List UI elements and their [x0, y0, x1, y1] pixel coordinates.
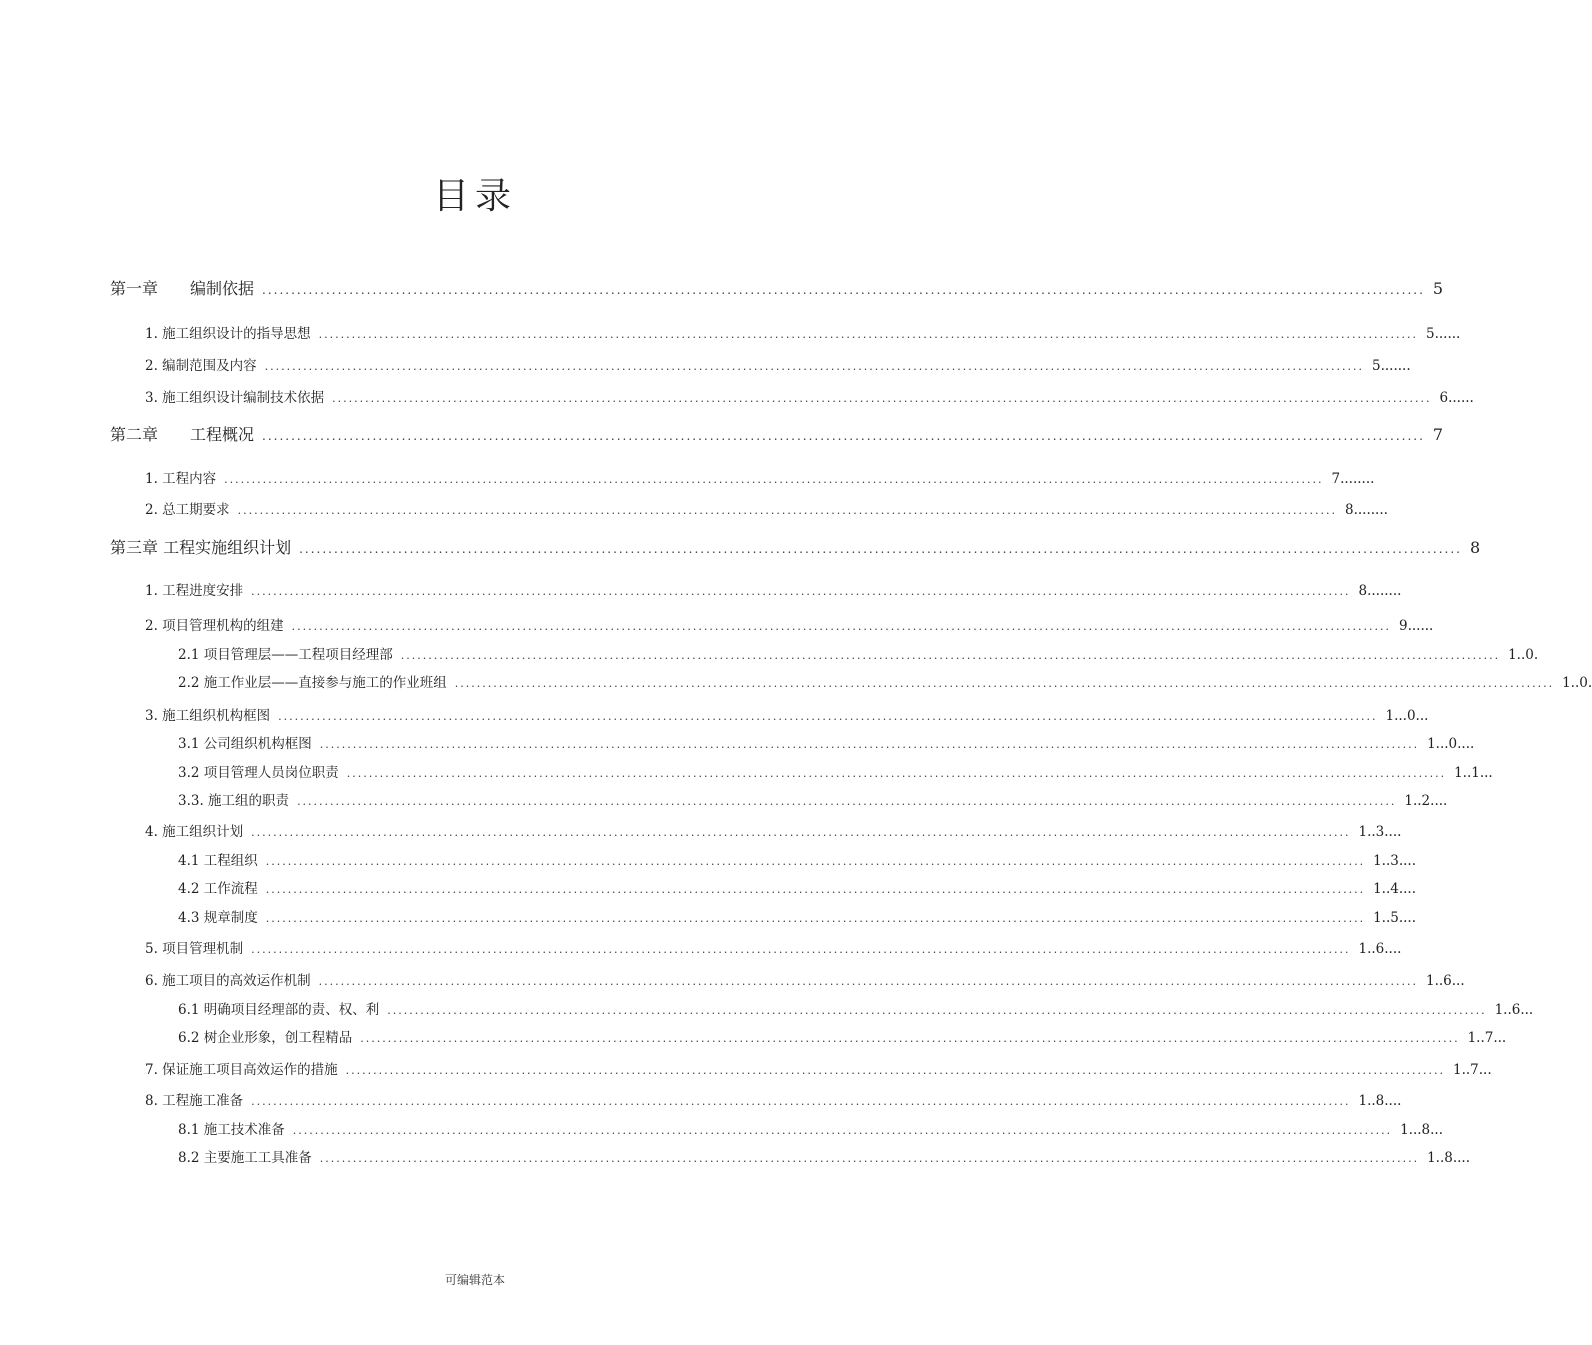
toc-entry[interactable]	[178, 1146, 1471, 1166]
toc-entry-label: 5. 项目管理机制	[145, 941, 244, 957]
toc-dot-leader: ........................................................................................................................................................................................................	[318, 975, 1418, 988]
toc-entry-label: 4. 施工组织计划	[145, 824, 244, 840]
toc-entry-label: 1. 工程进度安排	[145, 583, 244, 599]
toc-entry-page: 1..6...	[1494, 1002, 1534, 1018]
toc-entry[interactable]	[178, 998, 1534, 1018]
toc-entry-page: 8........	[1358, 583, 1402, 599]
toc-dot-leader: ........................................................................................................................................................................................................	[265, 883, 1366, 896]
toc-entry-label: 第一章 编制依据	[110, 279, 255, 298]
toc-entry[interactable]	[145, 498, 1388, 518]
toc-entry-page: 5.......	[1372, 358, 1411, 374]
toc-entry-label: 3.3. 施工组的职责	[178, 793, 290, 809]
toc-entry[interactable]	[145, 1089, 1402, 1109]
toc-entry-page: 1..7...	[1453, 1062, 1492, 1078]
toc-entry[interactable]	[145, 386, 1474, 406]
toc-dot-leader: ........................................................................................................................................................................................................	[319, 1152, 1420, 1165]
toc-entry-page: 1..4....	[1373, 881, 1417, 897]
toc-entry-page: 1...0....	[1427, 736, 1475, 752]
toc-dot-leader: ........................................................................................................................................................................................................	[400, 649, 1501, 662]
toc-dot-leader: ........................................................................................................................................................................................................	[346, 767, 1447, 780]
toc-entry-page: 6......	[1439, 390, 1474, 406]
toc-entry-label: 第二章 工程概况	[110, 425, 255, 444]
toc-entry-label: 3.2 项目管理人员岗位职责	[178, 765, 339, 781]
toc-dot-leader: ........................................................................................................................................................................................................	[224, 473, 1324, 486]
toc-entry-label: 2. 编制范围及内容	[145, 358, 257, 374]
toc-entry-label: 3.1 公司组织机构框图	[178, 736, 312, 752]
toc-entry-page: 1..8....	[1427, 1150, 1471, 1166]
toc-entry-page: 1..6...	[1426, 973, 1465, 989]
toc-dot-leader: ........................................................................................................................................................................................................	[345, 1064, 1445, 1077]
toc-entry-page: 8	[1469, 538, 1481, 557]
toc-entry-page: 1..0.	[1562, 675, 1592, 691]
toc-dot-leader: ........................................................................................................................................................................................................	[332, 392, 1432, 405]
toc-entry[interactable]	[178, 877, 1417, 897]
toc-dot-leader: ........................................................................................................................................................................................................	[292, 1124, 1393, 1137]
toc-entry-page: 1..5....	[1373, 910, 1417, 926]
toc-entry[interactable]	[178, 1026, 1507, 1046]
toc-entry-label: 8.1 施工技术准备	[178, 1122, 285, 1138]
toc-dot-leader: ........................................................................................................................................................................................................	[387, 1004, 1487, 1017]
toc-dot-leader: ........................................................................................................................................................................................................	[262, 283, 1425, 297]
toc-entry-label: 4.2 工作流程	[178, 881, 258, 897]
toc-entry-label: 2.2 施工作业层——直接参与施工的作业班组	[178, 675, 447, 691]
toc-dot-leader: ........................................................................................................................................................................................................	[251, 585, 1351, 598]
toc-entry-label: 8.2 主要施工工具准备	[178, 1150, 312, 1166]
toc-entry[interactable]	[145, 1058, 1492, 1078]
toc-entry-label: 3. 施工组织机构框图	[145, 708, 271, 724]
toc-entry-label: 6.1 明确项目经理部的责、权、利	[178, 1002, 380, 1018]
toc-entry-label: 4.3 规章制度	[178, 910, 258, 926]
toc-dot-leader: ........................................................................................................................................................................................................	[265, 855, 1366, 868]
toc-entry-label: 2. 项目管理机构的组建	[145, 618, 284, 634]
toc-entry[interactable]	[145, 322, 1461, 342]
toc-entry-label: 7. 保证施工项目高效运作的措施	[145, 1062, 338, 1078]
toc-entry[interactable]	[110, 422, 1444, 445]
toc-entry-page: 7........	[1331, 471, 1375, 487]
toc-entry[interactable]	[178, 849, 1417, 869]
toc-entry-page: 1..3....	[1358, 824, 1402, 840]
toc-entry[interactable]	[110, 535, 1481, 558]
toc-dot-leader: ........................................................................................................................................................................................................	[319, 738, 1420, 751]
toc-dot-leader: ........................................................................................................................................................................................................	[318, 328, 1418, 341]
toc-entry[interactable]	[178, 643, 1539, 663]
toc-dot-leader: ........................................................................................................................................................................................................	[454, 677, 1555, 690]
toc-entry[interactable]	[178, 1118, 1444, 1138]
toc-entry-label: 1. 施工组织设计的指导思想	[145, 326, 311, 342]
toc-entry-page: 1..2....	[1404, 793, 1448, 809]
toc-entry-label: 2.1 项目管理层——工程项目经理部	[178, 647, 393, 663]
toc-entry[interactable]	[178, 732, 1475, 752]
toc-entry[interactable]	[145, 354, 1411, 374]
toc-entry-page: 5......	[1426, 326, 1461, 342]
toc-entry[interactable]	[178, 789, 1448, 809]
toc-entry-label: 6.2 树企业形象，创工程精品	[178, 1030, 353, 1046]
toc-entry-label: 第三章 工程实施组织计划	[110, 538, 292, 557]
toc-entry[interactable]	[145, 704, 1429, 724]
toc-entry-page: 1..6....	[1358, 941, 1402, 957]
toc-entry-page: 5	[1432, 279, 1444, 298]
toc-dot-leader: ........................................................................................................................................................................................................	[251, 1095, 1351, 1108]
toc-dot-leader: ........................................................................................................................................................................................................	[237, 504, 1337, 517]
toc-entry[interactable]	[178, 906, 1417, 926]
toc-entry-page: 8........	[1345, 502, 1388, 518]
toc-dot-leader: ........................................................................................................................................................................................................	[278, 710, 1378, 723]
toc-dot-leader: ........................................................................................................................................................................................................	[264, 360, 1364, 373]
toc-entry-page: 1...0...	[1385, 708, 1429, 724]
toc-dot-leader: ........................................................................................................................................................................................................	[251, 826, 1351, 839]
toc-entry[interactable]	[110, 276, 1444, 299]
toc-entry-label: 6. 施工项目的高效运作机制	[145, 973, 311, 989]
toc-entry[interactable]	[145, 579, 1402, 599]
toc-entry-page: 1..8....	[1358, 1093, 1402, 1109]
toc-entry-page: 1..3....	[1373, 853, 1417, 869]
toc-entry-label: 3. 施工组织设计编制技术依据	[145, 390, 325, 406]
toc-dot-leader: ........................................................................................................................................................................................................	[251, 943, 1351, 956]
toc-entry-page: 1..0.	[1508, 647, 1539, 663]
toc-dot-leader: ........................................................................................................................................................................................................	[297, 795, 1397, 808]
toc-entry-page: 7	[1432, 425, 1444, 444]
toc-entry[interactable]	[178, 761, 1493, 781]
footer-text: 可编辑范本	[444, 1273, 505, 1287]
page-title: 目录	[432, 176, 517, 217]
toc-entry[interactable]	[145, 820, 1402, 840]
toc-entry[interactable]	[145, 937, 1402, 957]
toc-entry-page: 1..7...	[1467, 1030, 1507, 1046]
toc-entry[interactable]	[145, 969, 1465, 989]
toc-entry-label: 4.1 工程组织	[178, 853, 258, 869]
toc-entry-label: 2. 总工期要求	[145, 502, 230, 518]
toc-entry[interactable]	[178, 671, 1592, 691]
toc-entry-label: 1. 工程内容	[145, 471, 217, 487]
toc-entry[interactable]	[145, 614, 1434, 634]
toc-entry[interactable]	[145, 467, 1375, 487]
toc-entry-label: 8. 工程施工准备	[145, 1093, 244, 1109]
toc-entry-page: 1..1...	[1454, 765, 1493, 781]
toc-dot-leader: ........................................................................................................................................................................................................	[262, 429, 1425, 443]
toc-dot-leader: ........................................................................................................................................................................................................	[360, 1032, 1460, 1045]
toc-dot-leader: ........................................................................................................................................................................................................	[291, 620, 1391, 633]
toc-dot-leader: ........................................................................................................................................................................................................	[265, 912, 1366, 925]
toc-entry-page: 9......	[1399, 618, 1434, 634]
toc-entry-page: 1...8...	[1400, 1122, 1444, 1138]
toc-dot-leader: ........................................................................................................................................................................................................	[299, 542, 1462, 556]
